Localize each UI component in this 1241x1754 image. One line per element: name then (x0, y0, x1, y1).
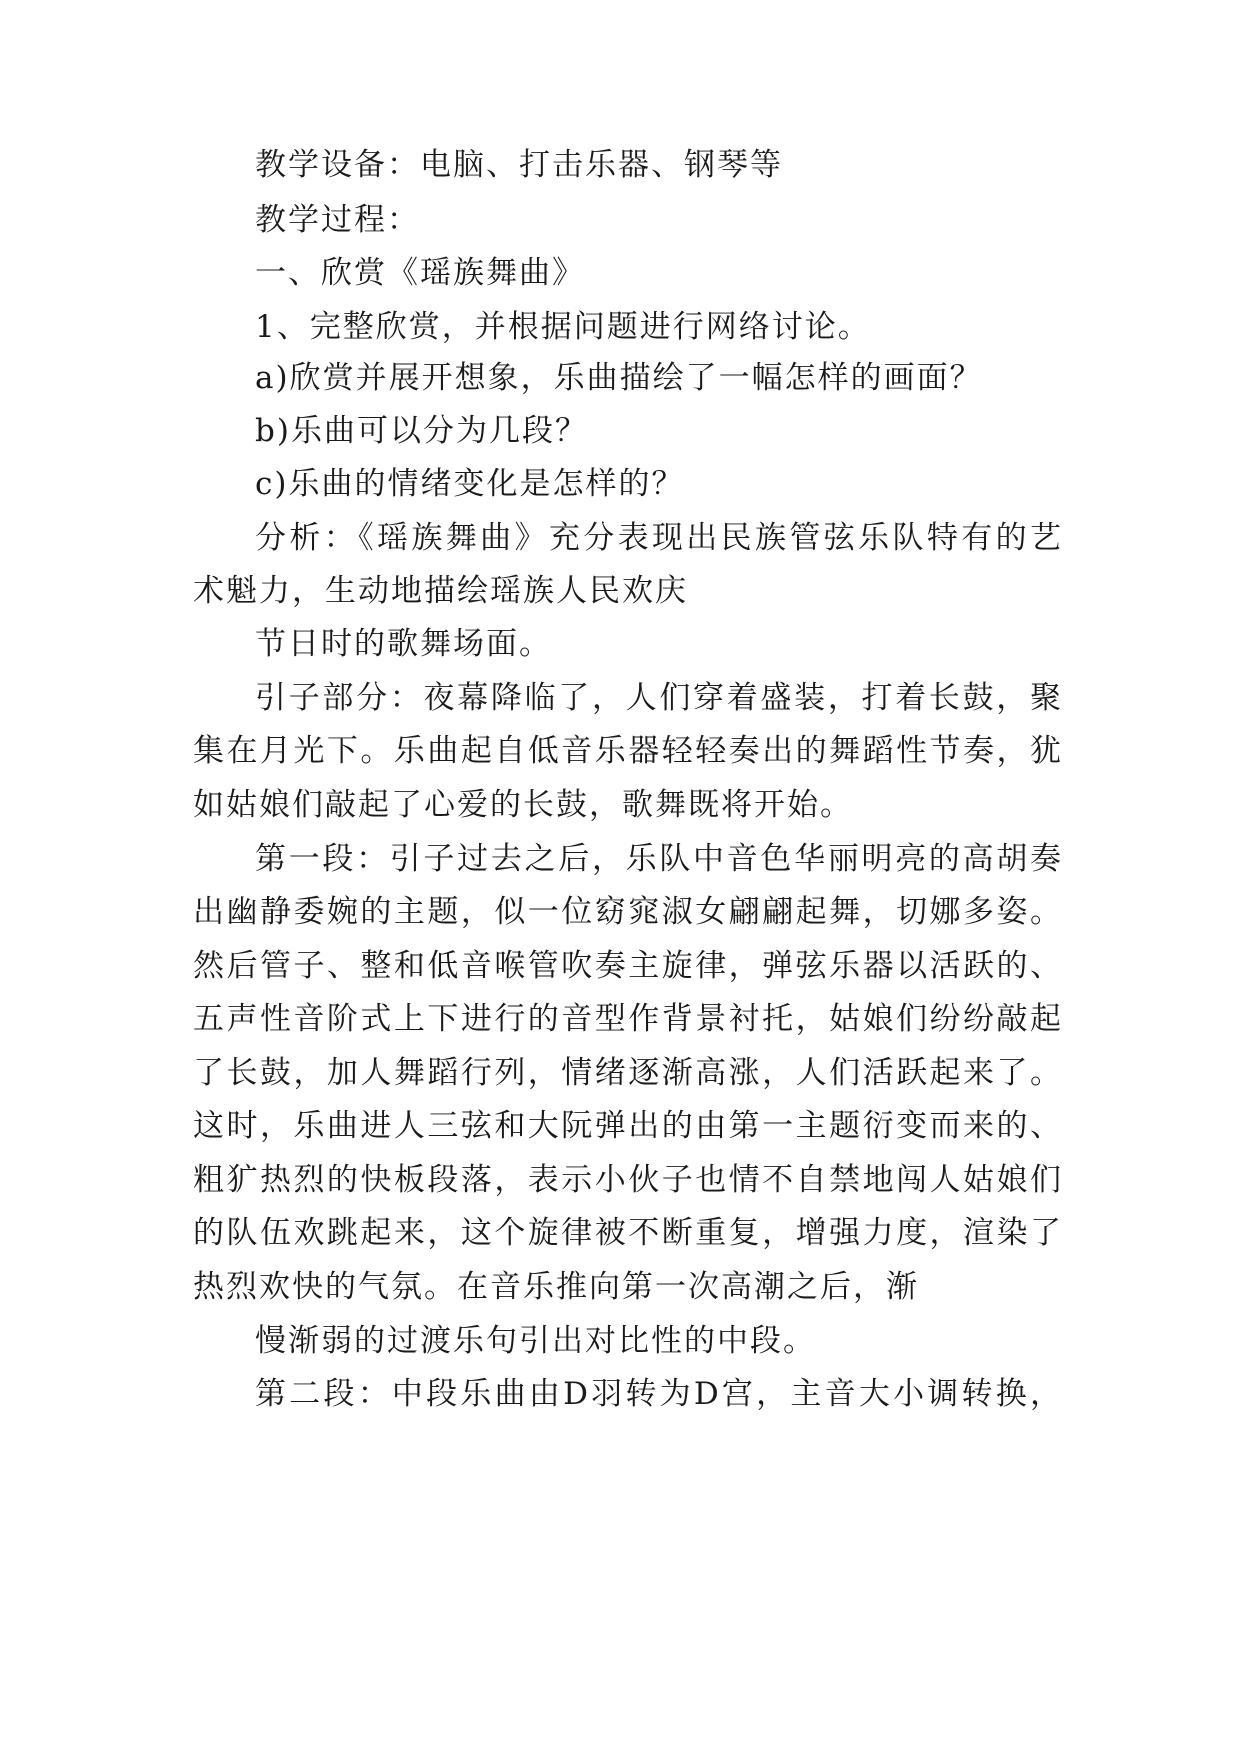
paragraph-line: 如姑娘们敲起了心爱的长鼓，歌舞既将开始。 (193, 787, 853, 823)
paragraph-line: 第一段：引子过去之后，乐队中音色华丽明亮的高胡奏 (255, 841, 1063, 877)
paragraph-line: 五声性音阶式上下进行的音型作背景衬托，姑娘们纷纷敲起 (193, 1001, 1063, 1037)
paragraph-line: 的队伍欢跳起来，这个旋律被不断重复，增强力度，渲染了 (193, 1215, 1063, 1251)
paragraph-line: 节日时的歌舞场面。 (255, 626, 552, 662)
section-heading: 一、欣赏《瑶族舞曲》 (255, 255, 585, 291)
question-b: b)乐曲可以分为几段？ (255, 413, 588, 449)
paragraph-line: 分析：《瑶族舞曲》充分表现出民族管弦乐队特有的艺 (255, 520, 1063, 556)
question-c: c)乐曲的情绪变化是怎样的？ (255, 466, 685, 502)
paragraph-line: 集在月光下。乐曲起自低音乐器轻轻奏出的舞蹈性节奏，犹 (193, 733, 1063, 769)
paragraph-line: 粗犷热烈的快板段落，表示小伙子也情不自禁地闯人姑娘们 (193, 1162, 1063, 1198)
text-line-equipment: 教学设备：电脑、打击乐器、钢琴等 (255, 147, 783, 183)
text-line-process-heading: 教学过程： (255, 202, 420, 238)
text-line-step-1: 1、完整欣赏，并根据问题进行网络讨论。 (255, 309, 871, 345)
paragraph-line: 慢渐弱的过渡乐句引出对比性的中段。 (255, 1323, 816, 1359)
paragraph-line: 术魁力，生动地描绘瑶族人民欢庆 (193, 573, 688, 609)
paragraph-line: 出幽静委婉的主题，似一位窈窕淑女翩翩起舞，切娜多姿。 (193, 894, 1063, 930)
paragraph-line: 这时，乐曲进人三弦和大阮弹出的由第一主题衍变而来的、 (193, 1108, 1063, 1144)
paragraph-line: 第二段：中段乐曲由D羽转为D宫，主音大小调转换， (255, 1376, 1063, 1412)
question-a: a)欣赏并展开想象，乐曲描绘了一幅怎样的画面？ (255, 360, 983, 396)
paragraph-line: 引子部分：夜幕降临了，人们穿着盛装，打着长鼓，聚 (255, 680, 1063, 716)
paragraph-line: 热烈欢快的气氛。在音乐推向第一次高潮之后，渐 (193, 1269, 919, 1305)
paragraph-line: 了长鼓，加人舞蹈行列，情绪逐渐高涨，人们活跃起来了。 (193, 1055, 1063, 1091)
paragraph-line: 然后管子、整和低音喉管吹奏主旋律，弹弦乐器以活跃的、 (193, 948, 1063, 984)
